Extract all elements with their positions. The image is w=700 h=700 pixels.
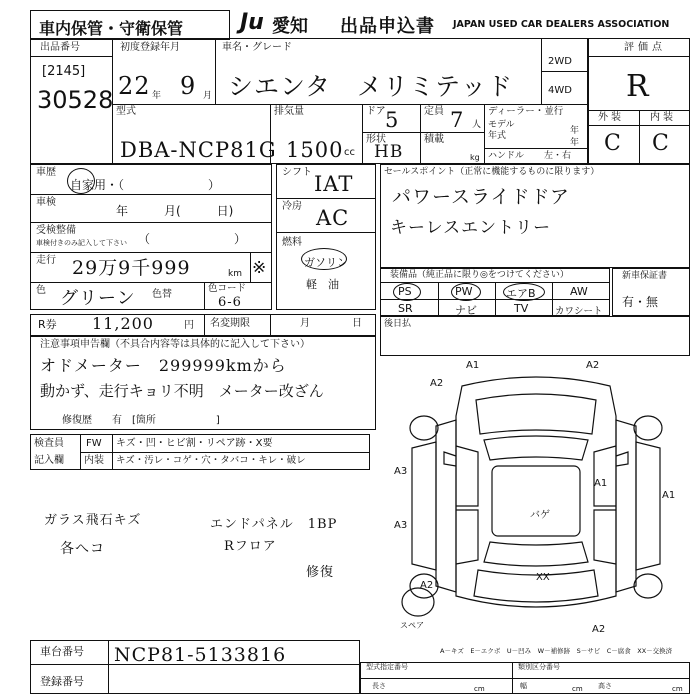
dealer-model-label: モデル	[488, 120, 515, 130]
warranty-value: 有・無	[622, 295, 659, 309]
displacement-unit: cc	[344, 147, 355, 158]
grade-label: 評価点	[624, 42, 666, 53]
mileage-mark: ※	[252, 258, 268, 278]
form-title: 出品申込書	[340, 16, 435, 37]
history-circle-mark	[67, 168, 95, 194]
inspector-row2: キズ・汚レ・コゲ・穴・タバコ・キレ・破レ	[116, 455, 306, 466]
equipment-airbag: エアB	[506, 287, 536, 300]
inspector-in: 内装	[84, 455, 104, 466]
equipment-aw: AW	[570, 285, 588, 298]
recycle-unit: 円	[184, 320, 194, 331]
drive-4wd: 4WD	[548, 85, 572, 96]
dealer-style-unit: 年	[570, 138, 580, 148]
later-docs-label: 後日払	[384, 319, 412, 329]
color-value: グリーン	[60, 288, 136, 309]
notes-label: 注意事項申告欄（不具合内容等は具体的に記入して下さい）	[40, 339, 310, 350]
car-name-label: 車名・グレード	[222, 42, 292, 53]
fuel-gasoline: ガソリン	[304, 256, 348, 269]
equipment-navi: ナビ	[455, 304, 477, 317]
org-name-en: JAPAN USED CAR DEALERS ASSOCIATION	[453, 19, 670, 30]
doors-value: 5	[385, 108, 400, 132]
car-name-value: シエンタ メリミテッド	[228, 72, 514, 101]
title-limit-label: 名変期限	[210, 318, 250, 329]
sales-point-line2: キーレスエントリー	[390, 218, 552, 238]
lot-number: 30528	[37, 86, 114, 114]
mark-rear-right: A2	[592, 624, 606, 635]
displacement-value: 1500	[286, 138, 344, 162]
height-label: 高さ	[598, 682, 612, 690]
title-limit-month-unit: 月	[300, 318, 310, 329]
storage-title-box	[30, 10, 230, 40]
registration-month-unit: 月	[203, 91, 213, 101]
mark-roof: バゲ	[530, 510, 550, 521]
body-shape-value: HB	[374, 142, 404, 162]
fuel-label: 燃料	[282, 237, 302, 248]
pw-circle-mark	[451, 283, 481, 301]
designated-label: 型式指定番号	[366, 663, 408, 671]
handle-options: 左・右	[544, 151, 572, 161]
aircon-label: 冷房	[282, 201, 302, 212]
exterior-value: C	[604, 131, 622, 156]
interior-label: 内装	[650, 112, 676, 123]
inspector-note-1: ガラス飛石キズ	[44, 513, 142, 528]
mileage-value: 29万9千999	[72, 257, 191, 279]
recycle-label: R券	[38, 318, 57, 331]
inspector-note-3: Rフロア	[224, 539, 277, 554]
reg-number-label: 登録番号	[40, 675, 84, 688]
length-unit: cm	[474, 685, 485, 693]
warranty-label: 新車保証書	[622, 271, 668, 281]
registration-year-unit: 年	[152, 91, 162, 101]
model-label: 型式	[116, 106, 136, 117]
height-unit: cm	[672, 685, 683, 693]
mileage-label: 走行	[36, 255, 56, 266]
shift-value: IAT	[314, 172, 354, 196]
repair-value: 有 [箇所 ]	[112, 415, 220, 426]
inspection-value: 年 月( 日)	[116, 204, 234, 218]
sales-point-label: セールスポイント（正常に機能するものに限ります）	[384, 167, 600, 177]
doors-label: ドア	[366, 106, 386, 117]
receipt-note: 車検付きのみ記入して下さい	[36, 239, 127, 247]
mileage-unit: km	[228, 269, 242, 279]
notes-line1: オドメーター 299999kmから	[40, 356, 287, 375]
equipment-label: 装備品（純正品に限り◎をつけてください）	[390, 270, 569, 280]
chassis-label: 車台番号	[40, 645, 84, 658]
inspector-fw: FW	[86, 438, 102, 449]
mark-front-right: A2	[586, 360, 600, 371]
mark-front-left: A1	[466, 360, 480, 371]
mark-spare: A2	[420, 580, 434, 591]
repair-label: 修復歴	[62, 415, 92, 426]
mark-left-lower: A3	[394, 520, 408, 531]
inspection-label: 車検	[36, 197, 56, 208]
width-label: 幅	[520, 682, 527, 690]
body-shape-label: 形状	[366, 134, 386, 145]
association-logo	[240, 10, 264, 35]
registration-year: 22	[118, 72, 151, 100]
registration-month: 9	[180, 72, 197, 100]
notes-line2: 動かず、走行キョリ不明 メーター改ざん	[40, 382, 324, 400]
interior-value: C	[652, 131, 670, 156]
dealer-style-label: 年式	[488, 131, 507, 141]
color-change-label: 色替	[152, 289, 172, 300]
recycle-block	[30, 314, 376, 336]
lot-sub-number: [2145]	[42, 64, 86, 79]
mark-rear: XX	[536, 572, 550, 583]
drive-2wd: 2WD	[548, 56, 572, 67]
mark-right-mid: A1	[594, 478, 608, 489]
inspector-label1: 検査員	[34, 438, 64, 449]
exterior-label: 外装	[598, 112, 624, 123]
inspector-label2: 記入欄	[34, 455, 64, 466]
chassis-value: NCP81-5133816	[114, 644, 287, 666]
load-unit: kg	[470, 153, 480, 162]
mark-left-upper: A2	[430, 378, 444, 389]
load-label: 積載	[424, 134, 444, 145]
grade-value: R	[626, 69, 650, 104]
car-damage-diagram	[380, 356, 692, 656]
shift-label: シフト	[282, 167, 312, 178]
inspector-note-4: 各へコ	[60, 541, 105, 557]
aircon-value: AC	[316, 206, 350, 230]
spare-label: スペア	[400, 621, 424, 630]
ps-circle-mark	[393, 283, 421, 301]
width-unit: cm	[572, 685, 583, 693]
equipment-leather: カワシート	[555, 306, 603, 317]
org-name: 愛知	[272, 16, 308, 37]
receipt-label: 受検整備	[36, 225, 76, 236]
displacement-label: 排気量	[274, 106, 304, 117]
diagram-legend: A－キズ E－エクボ U－凹み W－補修跡 S－サビ C－腐食 XX－交換済	[440, 647, 673, 655]
dealer-model-unit: 年	[570, 126, 580, 136]
sales-point-block	[380, 164, 690, 268]
later-docs-block	[380, 316, 690, 356]
equipment-tv: TV	[514, 302, 529, 315]
lot-label: 出品番号	[40, 42, 80, 53]
color-label: 色	[36, 285, 46, 296]
capacity-value: 7	[450, 108, 465, 132]
length-label: 長さ	[372, 682, 386, 690]
capacity-unit: 人	[472, 120, 482, 130]
history-value: 自家用・（ ）	[70, 178, 221, 192]
equipment-pw: PW	[455, 285, 473, 298]
storage-title: 車内保管・守衛保管	[39, 19, 184, 38]
title-limit-day-unit: 日	[352, 318, 362, 329]
equipment-sr: SR	[398, 302, 413, 315]
color-code-value: 6-6	[218, 295, 242, 310]
capacity-label: 定員	[424, 106, 444, 117]
recycle-value: 11,200	[92, 314, 154, 333]
equipment-ps: PS	[398, 285, 412, 298]
logo-mark: Ju	[240, 10, 264, 35]
sales-point-line1: パワースライドドア	[392, 186, 570, 208]
handle-label: ハンドル	[488, 151, 525, 161]
inspector-note-5: 修復	[306, 565, 335, 580]
registration-label: 初度登録年月	[120, 42, 180, 53]
class-label: 類別区分番号	[518, 663, 560, 671]
receipt-value: （ ）	[138, 232, 247, 246]
mark-left-mid: A3	[394, 466, 408, 477]
fuel-circle-mark	[301, 248, 347, 270]
inspector-note-2: エンドパネル 1BP	[210, 517, 338, 532]
inspector-row1: キズ・凹・ヒビ割・リペア跡・X要	[116, 438, 273, 449]
history-label: 車歴	[36, 167, 56, 178]
airbag-circle-mark	[503, 283, 545, 301]
dealer-label: ディーラー・並行	[488, 106, 564, 117]
model-value: DBA-NCP81G	[120, 138, 277, 162]
mark-right-side: A1	[662, 490, 676, 501]
color-code-label: 色コード	[208, 283, 247, 294]
fuel-diesel: 軽 油	[306, 278, 339, 291]
